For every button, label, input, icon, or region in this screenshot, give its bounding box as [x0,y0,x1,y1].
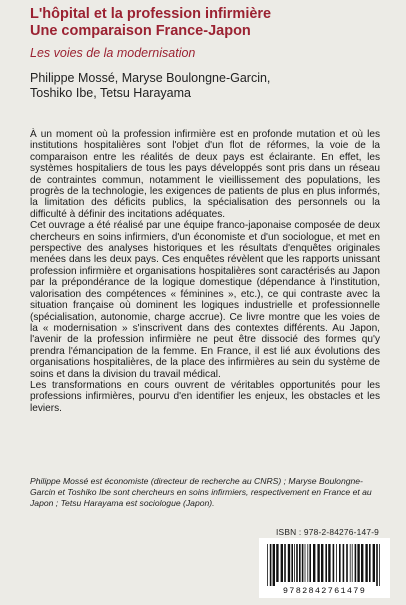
barcode-bar [288,544,290,582]
barcode [259,538,390,598]
barcode-bar [307,544,308,582]
barcode-bar [276,544,278,582]
barcode-bar [355,544,357,582]
barcode-bar [325,544,327,582]
barcode-bar [270,544,272,586]
barcode-bar [291,544,293,582]
barcode-digits: 9782842761479 [282,586,367,596]
barcode-bar [346,544,348,582]
blurb [30,129,380,414]
barcode-bar [352,544,353,582]
barcode-bars [267,544,382,586]
barcode-bar [317,544,319,582]
isbn: ISBN : 978-2-84276-147-9 [276,527,380,537]
barcode-bar [376,544,378,586]
blurb-paragraph-3: Les transformations en cours ouvrent de véritables opportunités pour les professions infirmières, pourvu d'en identifier les enjeux, les obstacles et les leviers. [30,379,380,414]
authors-line-1: Philippe Mossé, Maryse Boulongne-Garcin, [30,71,271,85]
authors-line-2: Toshiko Ibe, Tetsu Harayama [30,86,191,100]
barcode-bar [343,544,345,582]
barcode-bar [305,544,306,582]
barcode-bar [273,544,275,586]
barcode-bar [379,544,380,586]
book-title: L'hôpital et la profession infirmière [30,6,272,22]
blurb-paragraph-2: Cet ouvrage a été réalisé par une équipe franco-japonaise composée de deux chercheurs en soins infirmiers, d'un économiste et d'un sociologue, et met en perspective des analyses historiques et les résultats d'enquêtes originales menées dans les deux pays. Ces enquêtes révèlent que les rapports unissant profession infirmière et organisations hospitalières sont caractérisés au Japon par la prépondérance de la logique domestique (dépendance à l'institution, valorisation des compétences « féminines », etc.), ce qui contraste avec la situation française où dominent les logiques industrielle et professionnelle (spécialisation, autonomie, charge accrue). Ce livre montre que les voies de la « modernisation » s'inscrivent dans des contextes différents. Au Japon, l'avenir de la profession infirmière ne peut être dissocié des formes qu'y prendra l'émancipation de la femme. En France, il est lié aux évolutions des organisations hospitalières, de la place des infirmières au sein du système de soins et dans la division du travail médical. [30,220,380,380]
barcode-bar [309,544,311,582]
barcode-bar [328,544,330,582]
authors [30,71,270,101]
series-name: Les voies de la modernisation [30,46,196,60]
barcode-bar [336,544,337,582]
barcode-bar [361,544,363,582]
barcode-bar [357,544,359,582]
barcode-bar [302,544,304,582]
blurb-paragraph-1: À un moment où la profession infirmière est en profonde mutation et où les institutions hospitalières sont l'objet d'un flot de réformes, la voie de la comparaison entre les réalités de deux pays est éclairante. En effet, les systèmes hospitaliers de tous les pays développés sont pris dans un réseau de contraintes commun, notamment le vieillissement des populations, les progrès de la technologie, les exigences de patients de plus en plus informés, la limitation des déficits publics, la spécialisation des personnels ou la difficulté à définir des incitations adéquates. [30,129,380,220]
author-bio: Philippe Mossé est économiste (directeur de recherche au CNRS) ; Maryse Boulongne-Garcin et Toshiko Ibe sont chercheurs en soins infirmiers, respectivement en France et au Japon ; Tetsu Harayama est sociologue (Japon). [30,476,372,508]
barcode-bar [296,544,298,582]
barcode-bar [284,544,286,582]
barcode-bar [350,544,351,582]
barcode-bar [281,544,283,582]
barcode-bar [373,544,375,582]
barcode-bar [365,544,367,582]
barcode-bar [369,544,371,582]
barcode-bar [313,544,315,582]
barcode-bar [333,544,335,582]
barcode-bar [267,544,268,586]
barcode-bar [294,544,295,582]
barcode-bar [299,544,301,582]
barcode-bar [321,544,323,582]
barcode-bar [339,544,341,582]
book-subtitle: Une comparaison France-Japon [30,23,251,39]
